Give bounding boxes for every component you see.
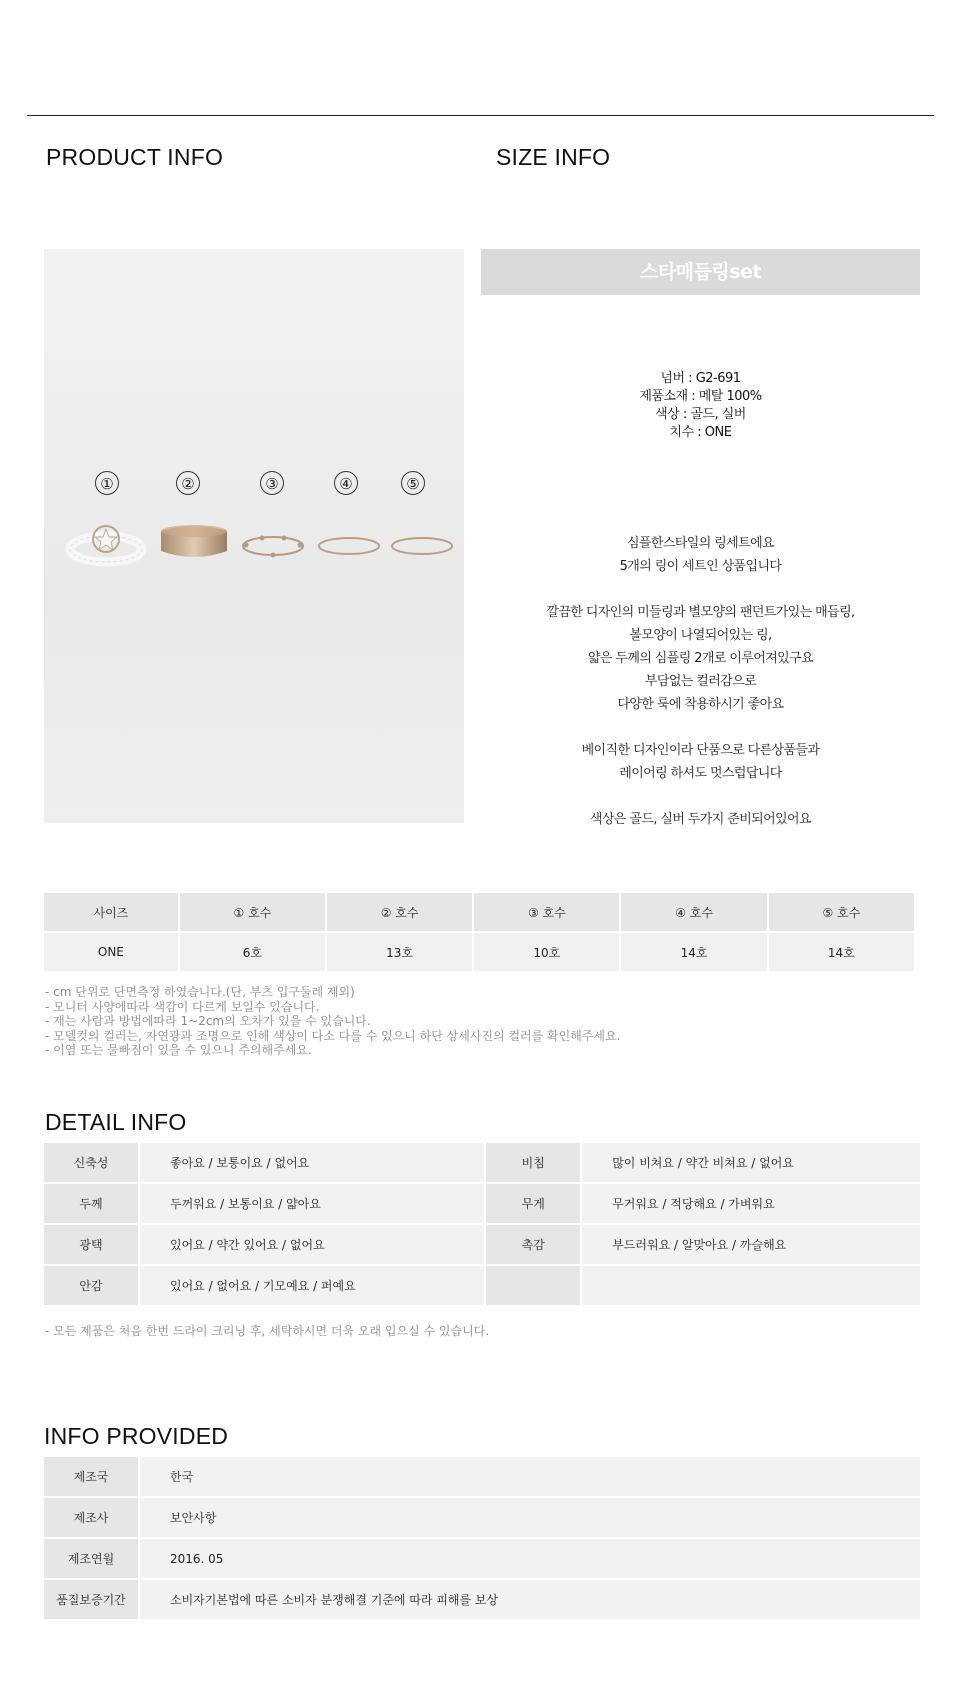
info-row	[44, 1498, 920, 1537]
spec-number: 넘버 : G2-691	[660, 371, 741, 386]
detail-value	[582, 1266, 920, 1305]
ring-4-thin-band	[316, 533, 382, 559]
desc-line: 심플한스타일의 링세트에요	[626, 536, 775, 551]
ring-number-3: ③	[260, 471, 284, 495]
desc-line: 다양한 룩에 착용하시기 좋아요	[617, 697, 784, 712]
detail-key: 두께	[44, 1184, 138, 1223]
desc-line: 부담없는 컬러감으로	[644, 674, 757, 689]
size-header-cell: ② 호수	[327, 893, 472, 931]
info-key: 제조연월	[44, 1539, 138, 1578]
size-cell: 14호	[769, 933, 914, 971]
detail-value: 무거워요 / 적당해요 / 가벼워요	[582, 1184, 920, 1223]
desc-line: 볼모양이 나열되어있는 링,	[629, 628, 772, 643]
detail-value: 많이 비쳐요 / 약간 비쳐요 / 없어요	[582, 1143, 920, 1182]
info-provided-heading: INFO PROVIDED	[44, 1423, 229, 1449]
size-cell: ONE	[44, 933, 178, 971]
desc-gap	[481, 716, 920, 739]
size-cell: 6호	[180, 933, 325, 971]
detail-info-heading: DETAIL INFO	[45, 1109, 187, 1135]
detail-key: 비침	[486, 1143, 580, 1182]
info-value: 보안사항	[140, 1498, 920, 1537]
ring-1-star-knot	[64, 519, 148, 569]
info-key: 품질보증기간	[44, 1580, 138, 1619]
detail-key: 안감	[44, 1266, 138, 1305]
size-note: - 모델컷의 컬러는, 자연광과 조명으로 인해 색상이 다소 다를 수 있으니 하단 상세사진의 컬러를 확인해주세요.	[45, 1028, 621, 1043]
top-divider	[27, 115, 934, 116]
detail-table	[42, 1141, 922, 1307]
desc-gap	[481, 785, 920, 808]
size-cell: 14호	[621, 933, 766, 971]
size-table	[42, 891, 922, 973]
info-row	[44, 1580, 920, 1619]
size-header-cell: ① 호수	[180, 893, 325, 931]
detail-value: 있어요 / 약간 있어요 / 없어요	[140, 1225, 484, 1264]
size-header-cell: ④ 호수	[621, 893, 766, 931]
spec-color: 색상 : 골드, 실버	[655, 407, 746, 422]
product-info-heading: PRODUCT INFO	[46, 144, 224, 170]
info-value: 한국	[140, 1457, 920, 1496]
info-provided-table	[42, 1455, 922, 1621]
detail-row	[44, 1184, 920, 1223]
desc-line: 얇은 두께의 심플링 2개로 이루어져있구요	[587, 651, 814, 666]
desc-line: 5개의 링이 세트인 상품입니다	[619, 559, 782, 574]
size-header-cell: 사이즈	[44, 893, 178, 931]
ring-number-2: ②	[176, 471, 200, 495]
detail-value: 있어요 / 없어요 / 기모예요 / 퍼예요	[140, 1266, 484, 1305]
size-cell: 13호	[327, 933, 472, 971]
spec-size: 치수 : ONE	[669, 425, 732, 440]
detail-key: 무게	[486, 1184, 580, 1223]
detail-row	[44, 1225, 920, 1264]
info-value: 2016. 05	[140, 1539, 920, 1578]
detail-key: 신축성	[44, 1143, 138, 1182]
detail-key: 촉감	[486, 1225, 580, 1264]
detail-value: 좋아요 / 보통이요 / 없어요	[140, 1143, 484, 1182]
size-note: - 재는 사람과 방법에따라 1~2cm의 오차가 있을 수 있습니다.	[45, 1014, 371, 1028]
size-header-cell: ③ 호수	[474, 893, 619, 931]
size-note: - 모니터 사양에따라 색감이 다르게 보일수 있습니다.	[45, 999, 320, 1014]
product-photo	[44, 249, 464, 823]
desc-line: 레이어링 하셔도 멋스럽답니다	[619, 766, 782, 781]
ring-number-4: ④	[334, 471, 358, 495]
product-description	[481, 532, 920, 831]
ring-number-1: ①	[95, 471, 119, 495]
size-header-cell: ⑤ 호수	[769, 893, 914, 931]
desc-line: 색상은 골드, 실버 두가지 준비되어있어요	[590, 812, 811, 827]
info-key: 제조국	[44, 1457, 138, 1496]
ring-3-ball-ring	[240, 531, 306, 561]
detail-key: 광택	[44, 1225, 138, 1264]
detail-note: - 모든 제품은 처음 한번 드라이 크리닝 후, 세탁하시면 더욱 오래 입으실 수 있습니다.	[45, 1324, 490, 1338]
size-notes	[45, 985, 620, 1058]
info-key: 제조사	[44, 1498, 138, 1537]
size-cell: 10호	[474, 933, 619, 971]
ring-2-wide-band	[157, 521, 231, 567]
detail-value: 부드러워요 / 알맞아요 / 까슬해요	[582, 1225, 920, 1264]
detail-value: 두꺼워요 / 보통이요 / 얇아요	[140, 1184, 484, 1223]
ring-5-thin-band	[389, 533, 455, 559]
detail-row	[44, 1266, 920, 1305]
size-info-heading: SIZE INFO	[496, 144, 611, 170]
info-row	[44, 1539, 920, 1578]
size-table-row	[44, 933, 920, 971]
size-note: - 이염 또는 물빠짐이 있을 수 있으니 주의해주세요.	[45, 1043, 312, 1057]
desc-gap	[481, 578, 920, 601]
desc-line: 베이직한 디자인이라 단품으로 다른상품들과	[581, 743, 820, 758]
ring-number-5: ⑤	[401, 471, 425, 495]
product-specs	[481, 370, 920, 442]
desc-line: 깔끔한 디자인의 미들링과 별모양의 팬던트가있는 매듭링,	[546, 605, 855, 620]
info-row	[44, 1457, 920, 1496]
product-name-banner: 스타매듭링set	[481, 249, 920, 295]
size-note: - cm 단위로 단면측정 하였습니다.(단, 부츠 입구둘레 제외)	[45, 985, 355, 999]
detail-row	[44, 1143, 920, 1182]
spec-material: 제품소재 : 메탈 100%	[639, 389, 762, 404]
detail-key	[486, 1266, 580, 1305]
info-value: 소비자기본법에 따른 소비자 분쟁해결 기준에 따라 피해를 보상	[140, 1580, 920, 1619]
size-table-header	[44, 893, 920, 931]
